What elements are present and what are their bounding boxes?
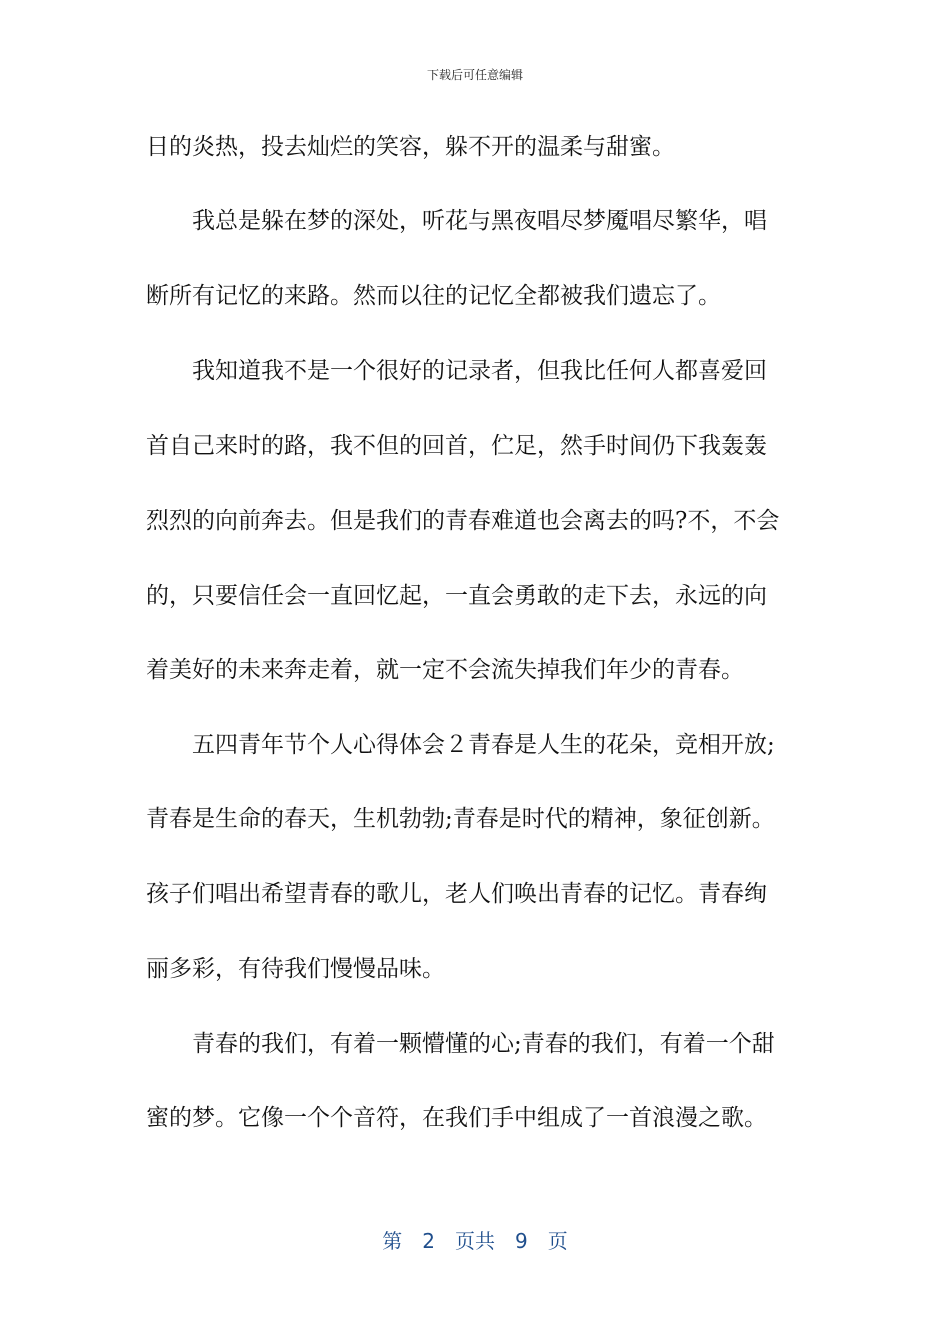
text-line: 首自己来时的路，我不但的回首，伫足，然手时间仍下我轰轰 — [146, 433, 767, 459]
text-line: 孩子们唱出希望青春的歌儿，老人们唤出青春的记忆。青春绚 — [146, 881, 767, 907]
text-line: 断所有记忆的来路。然而以往的记忆全都被我们遗忘了。 — [146, 283, 721, 309]
text-line: 我总是躲在梦的深处，听花与黑夜唱尽梦魇唱尽繁华，唱 — [146, 208, 767, 234]
text-line: 着美好的未来奔走着，就一定不会流失掉我们年少的青春。 — [146, 657, 744, 683]
text-line: 青春是生命的春天，生机勃勃;青春是时代的精神，象征创新。 — [146, 806, 775, 832]
text-line: 蜜的梦。它像一个个音符，在我们手中组成了一首浪漫之歌。 — [146, 1105, 767, 1131]
text-line: 丽多彩，有待我们慢慢品味。 — [146, 956, 445, 982]
text-line: 的，只要信任会一直回忆起，一直会勇敢的走下去，永远的向 — [146, 583, 767, 609]
text-line: 日的炎热，投去灿烂的笑容，躲不开的温柔与甜蜜。 — [146, 134, 675, 160]
text-line: 我知道我不是一个很好的记录者，但我比任何人都喜爱回 — [146, 358, 767, 384]
text-line: 青春的我们，有着一颗懵懂的心;青春的我们，有着一个甜 — [146, 1031, 775, 1057]
page-header: 下载后可任意编辑 — [426, 68, 523, 82]
page-number: 第 2 页共 9 页 — [382, 1229, 568, 1253]
text-line: 五四青年节个人心得体会２青春是人生的花朵，竞相开放; — [146, 732, 775, 758]
text-line: 烈烈的向前奔去。但是我们的青春难道也会离去的吗?不，不会 — [146, 508, 780, 534]
